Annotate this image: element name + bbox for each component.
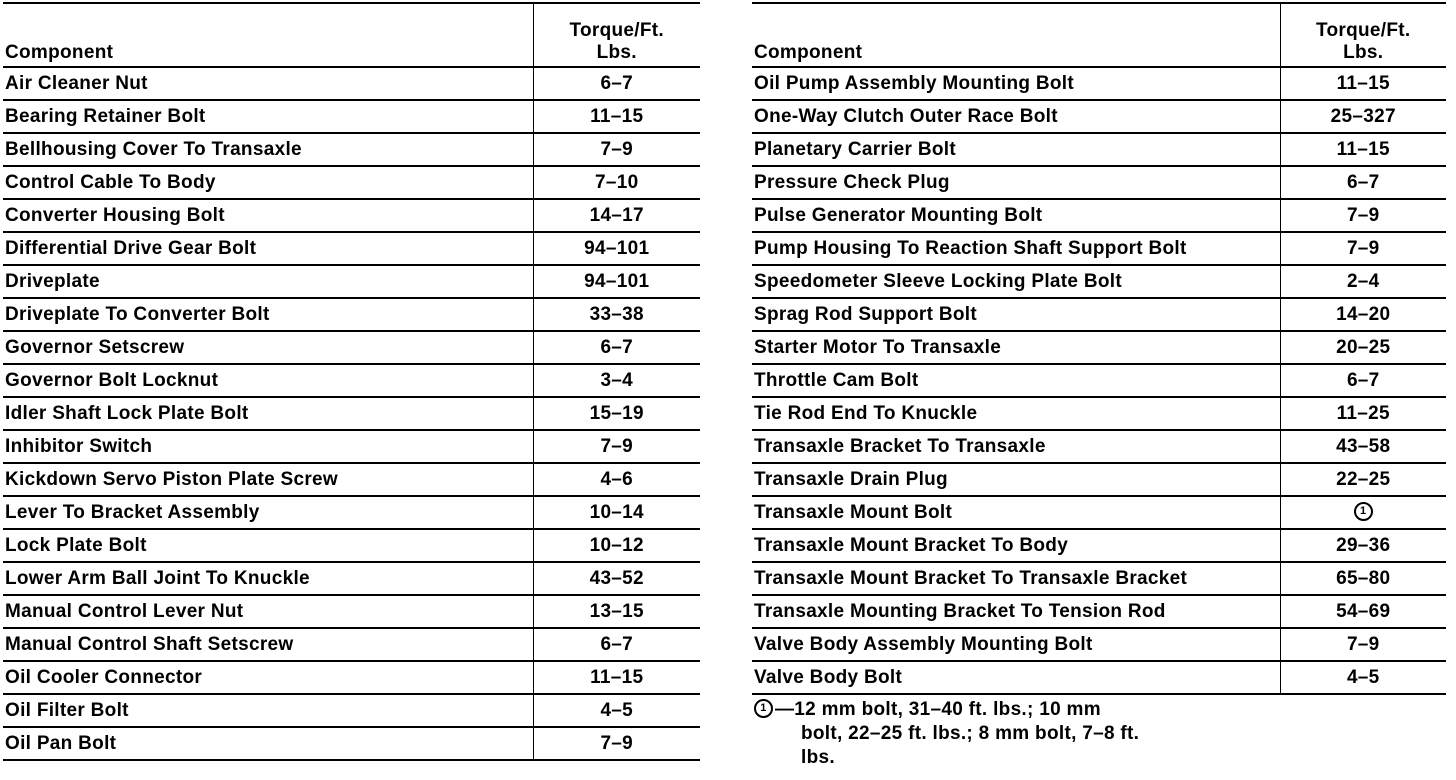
component-cell: Transaxle Mount Bolt: [752, 496, 1280, 529]
table-row: [752, 67, 1446, 100]
table-row: [3, 67, 700, 100]
torque-cell: 6–7: [533, 628, 700, 661]
footnote-line-2: bolt, 22–25 ft. lbs.; 8 mm bolt, 7–8 ft.: [801, 723, 1140, 744]
torque-cell: 6–7: [1280, 166, 1446, 199]
component-cell: Control Cable To Body: [3, 166, 533, 199]
table-row: [752, 166, 1446, 199]
torque-cell: 14–17: [533, 199, 700, 232]
table-row: [3, 727, 700, 760]
component-cell: Planetary Carrier Bolt: [752, 133, 1280, 166]
table-row: [752, 100, 1446, 133]
torque-header-line2: Lbs.: [1343, 42, 1384, 63]
torque-cell: 29–36: [1280, 529, 1446, 562]
torque-cell: 94–101: [533, 265, 700, 298]
component-cell: Transaxle Bracket To Transaxle: [752, 430, 1280, 463]
component-cell: Air Cleaner Nut: [3, 67, 533, 100]
torque-cell: 7–9: [1280, 628, 1446, 661]
component-cell: Transaxle Mounting Bracket To Tension Rod: [752, 595, 1280, 628]
torque-cell: 10–14: [533, 496, 700, 529]
torque-cell: 7–9: [1280, 199, 1446, 232]
torque-cell: [1280, 496, 1446, 529]
table-row: [752, 298, 1446, 331]
component-cell: Kickdown Servo Piston Plate Screw: [3, 463, 533, 496]
table-row: [752, 199, 1446, 232]
table-row: [752, 562, 1446, 595]
torque-cell: 15–19: [533, 397, 700, 430]
torque-cell: 2–4: [1280, 265, 1446, 298]
table-row: [752, 595, 1446, 628]
component-cell: Transaxle Mount Bracket To Transaxle Bracket: [752, 562, 1280, 595]
torque-cell: 54–69: [1280, 595, 1446, 628]
table-row: [752, 628, 1446, 661]
table-row: [752, 661, 1446, 694]
table-row: [3, 100, 700, 133]
table-row: [3, 529, 700, 562]
torque-cell: 7–9: [533, 727, 700, 760]
component-cell: Tie Rod End To Knuckle: [752, 397, 1280, 430]
torque-cell: 11–15: [533, 661, 700, 694]
torque-column-header: [1280, 3, 1446, 67]
table-row: [3, 661, 700, 694]
torque-cell: 65–80: [1280, 562, 1446, 595]
torque-cell: 4–5: [533, 694, 700, 727]
table-row: [752, 496, 1446, 529]
table-row: [752, 265, 1446, 298]
component-cell: Pressure Check Plug: [752, 166, 1280, 199]
component-column-header: Component: [752, 3, 1280, 67]
table-row: [3, 430, 700, 463]
right-table-body: [752, 67, 1446, 694]
torque-header-line1: Torque/Ft.: [569, 20, 664, 41]
torque-cell: 11–15: [533, 100, 700, 133]
torque-cell: 20–25: [1280, 331, 1446, 364]
table-row: [3, 595, 700, 628]
torque-cell: 7–9: [533, 133, 700, 166]
torque-cell: 11–15: [1280, 67, 1446, 100]
torque-cell: 33–38: [533, 298, 700, 331]
table-header-row: [3, 3, 700, 67]
table-row: [752, 529, 1446, 562]
table-row: [3, 694, 700, 727]
component-cell: Oil Filter Bolt: [3, 694, 533, 727]
footnote-line-3: lbs.: [801, 747, 835, 768]
component-cell: Oil Cooler Connector: [3, 661, 533, 694]
torque-cell: 13–15: [533, 595, 700, 628]
component-cell: Transaxle Drain Plug: [752, 463, 1280, 496]
component-cell: Pulse Generator Mounting Bolt: [752, 199, 1280, 232]
torque-cell: 11–15: [1280, 133, 1446, 166]
torque-cell: 25–327: [1280, 100, 1446, 133]
table-row: [3, 166, 700, 199]
torque-cell: 11–25: [1280, 397, 1446, 430]
circled-number-icon: 1: [1354, 502, 1373, 521]
right-torque-table: [752, 2, 1446, 695]
torque-cell: 3–4: [533, 364, 700, 397]
table-row: [752, 232, 1446, 265]
component-cell: Transaxle Mount Bracket To Body: [752, 529, 1280, 562]
table-row: [752, 364, 1446, 397]
component-cell: Sprag Rod Support Bolt: [752, 298, 1280, 331]
torque-cell: 4–5: [1280, 661, 1446, 694]
component-cell: Bearing Retainer Bolt: [3, 100, 533, 133]
torque-header-line1: Torque/Ft.: [1316, 20, 1411, 41]
component-cell: Inhibitor Switch: [3, 430, 533, 463]
left-table-body: [3, 67, 700, 760]
footnote-line-1: [754, 698, 1214, 722]
component-cell: Starter Motor To Transaxle: [752, 331, 1280, 364]
component-cell: Manual Control Shaft Setscrew: [3, 628, 533, 661]
torque-cell: 94–101: [533, 232, 700, 265]
table-row: [752, 430, 1446, 463]
component-cell: Lower Arm Ball Joint To Knuckle: [3, 562, 533, 595]
table-row: [3, 496, 700, 529]
table-row: [3, 133, 700, 166]
torque-cell: 6–7: [1280, 364, 1446, 397]
component-cell: Throttle Cam Bolt: [752, 364, 1280, 397]
component-cell: Manual Control Lever Nut: [3, 595, 533, 628]
table-row: [3, 331, 700, 364]
torque-cell: 22–25: [1280, 463, 1446, 496]
component-cell: Pump Housing To Reaction Shaft Support Bolt: [752, 232, 1280, 265]
table-row: [3, 562, 700, 595]
torque-column-header: [533, 3, 700, 67]
component-cell: Valve Body Assembly Mounting Bolt: [752, 628, 1280, 661]
torque-cell: 6–7: [533, 67, 700, 100]
component-cell: Oil Pump Assembly Mounting Bolt: [752, 67, 1280, 100]
table-row: [3, 298, 700, 331]
table-row: [752, 133, 1446, 166]
torque-cell: 14–20: [1280, 298, 1446, 331]
component-cell: Lock Plate Bolt: [3, 529, 533, 562]
component-cell: Bellhousing Cover To Transaxle: [3, 133, 533, 166]
torque-cell: 7–10: [533, 166, 700, 199]
table-row: [752, 463, 1446, 496]
table-row: [3, 397, 700, 430]
component-cell: Speedometer Sleeve Locking Plate Bolt: [752, 265, 1280, 298]
table-row: [752, 331, 1446, 364]
component-cell: Driveplate: [3, 265, 533, 298]
component-cell: One-Way Clutch Outer Race Bolt: [752, 100, 1280, 133]
torque-header-line2: Lbs.: [596, 42, 637, 63]
table-row: [3, 232, 700, 265]
component-cell: Differential Drive Gear Bolt: [3, 232, 533, 265]
footnote: [754, 698, 1214, 770]
torque-cell: 43–52: [533, 562, 700, 595]
torque-cell: 7–9: [533, 430, 700, 463]
torque-cell: 7–9: [1280, 232, 1446, 265]
table-row: [752, 397, 1446, 430]
table-row: [3, 265, 700, 298]
circled-number-icon: 1: [754, 699, 773, 718]
table-row: [3, 199, 700, 232]
component-cell: Valve Body Bolt: [752, 661, 1280, 694]
component-cell: Lever To Bracket Assembly: [3, 496, 533, 529]
table-row: [3, 364, 700, 397]
component-cell: Idler Shaft Lock Plate Bolt: [3, 397, 533, 430]
component-cell: Governor Setscrew: [3, 331, 533, 364]
torque-cell: 4–6: [533, 463, 700, 496]
footnote-text-1: —12 mm bolt, 31–40 ft. lbs.; 10 mm: [775, 699, 1101, 720]
torque-cell: 6–7: [533, 331, 700, 364]
torque-cell: 43–58: [1280, 430, 1446, 463]
table-header-row: [752, 3, 1446, 67]
component-column-header: Component: [3, 3, 533, 67]
left-torque-table: [3, 2, 700, 761]
torque-cell: 10–12: [533, 529, 700, 562]
component-cell: Driveplate To Converter Bolt: [3, 298, 533, 331]
component-cell: Oil Pan Bolt: [3, 727, 533, 760]
component-cell: Converter Housing Bolt: [3, 199, 533, 232]
component-cell: Governor Bolt Locknut: [3, 364, 533, 397]
table-row: [3, 463, 700, 496]
table-row: [3, 628, 700, 661]
